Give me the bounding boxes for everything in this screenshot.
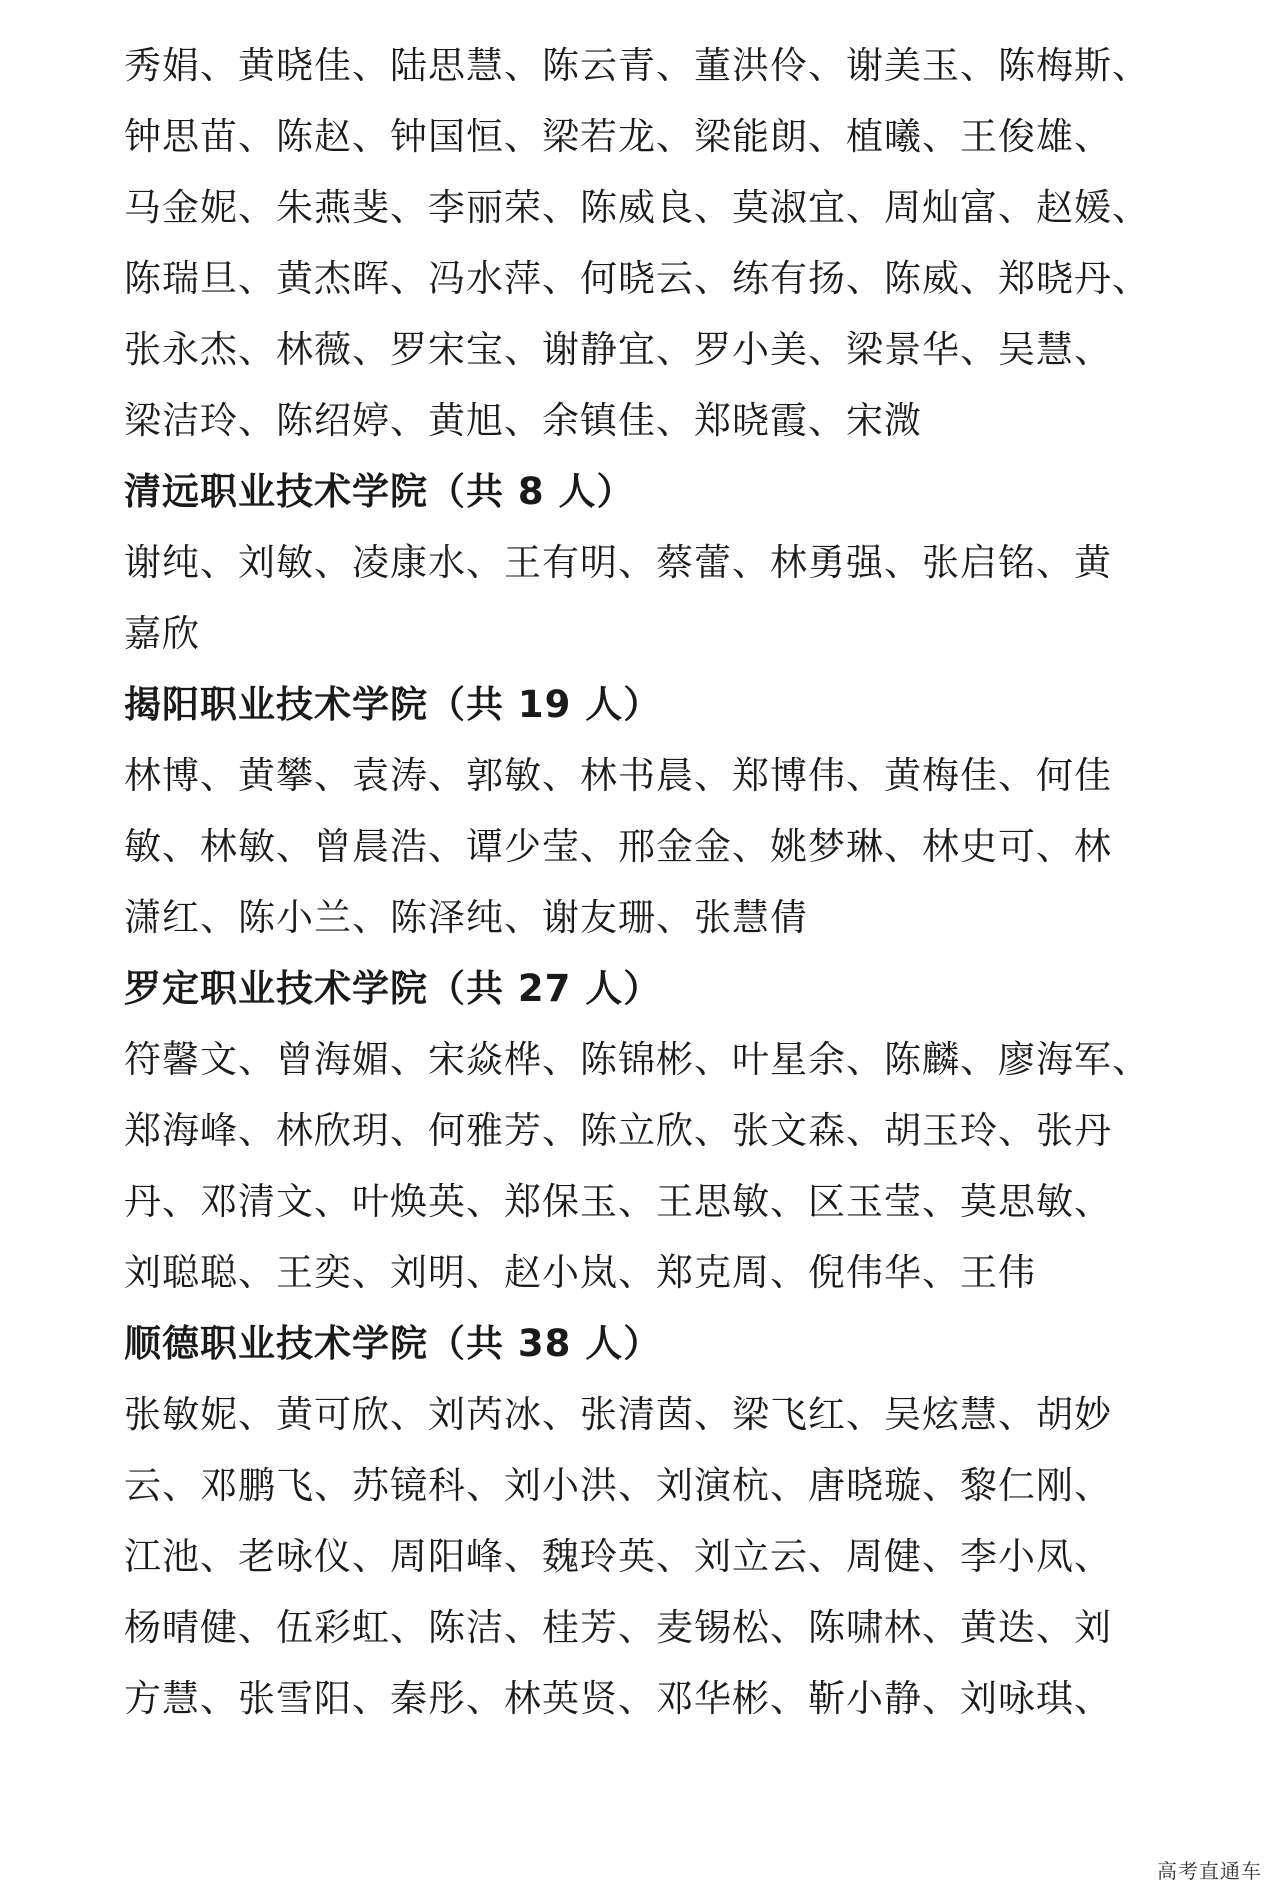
watermark-text: 高考直通车 — [1157, 1859, 1262, 1883]
name-list-line: 秀娟、黄晓佳、陆思慧、陈云青、董洪伶、谢美玉、陈梅斯、 — [124, 44, 1150, 87]
section-heading: 罗定职业技术学院（共 27 人） — [124, 967, 662, 1010]
name-list-line: 刘聪聪、王奕、刘明、赵小岚、郑克周、倪伟华、王伟 — [124, 1251, 1036, 1294]
name-list-line: 江池、老咏仪、周阳峰、魏玲英、刘立云、周健、李小凤、 — [124, 1535, 1112, 1578]
name-list-line: 方慧、张雪阳、秦彤、林英贤、邓华彬、靳小静、刘咏琪、 — [124, 1677, 1112, 1720]
name-list-line: 敏、林敏、曾晨浩、谭少莹、邢金金、姚梦琳、林史可、林 — [124, 825, 1112, 868]
name-list-line: 钟思苗、陈赵、钟国恒、梁若龙、梁能朗、植曦、王俊雄、 — [124, 115, 1112, 158]
section-heading: 揭阳职业技术学院（共 19 人） — [124, 683, 662, 726]
name-list-line: 丹、邓清文、叶焕英、郑保玉、王思敏、区玉莹、莫思敏、 — [124, 1180, 1112, 1223]
name-list-line: 云、邓鹏飞、苏镜科、刘小洪、刘演杭、唐晓璇、黎仁刚、 — [124, 1464, 1112, 1507]
name-list-line: 嘉欣 — [124, 612, 200, 655]
section-heading: 清远职业技术学院（共 8 人） — [124, 470, 635, 513]
name-list-line: 潇红、陈小兰、陈泽纯、谢友珊、张慧倩 — [124, 896, 808, 939]
document-page — [124, 30, 1184, 1734]
name-list-line: 郑海峰、林欣玥、何雅芳、陈立欣、张文森、胡玉玲、张丹 — [124, 1109, 1112, 1152]
section-heading: 顺德职业技术学院（共 38 人） — [124, 1322, 662, 1365]
name-list-line: 谢纯、刘敏、凌康水、王有明、蔡蕾、林勇强、张启铭、黄 — [124, 541, 1112, 584]
name-list-line: 杨晴健、伍彩虹、陈洁、桂芳、麦锡松、陈啸林、黄迭、刘 — [124, 1606, 1112, 1649]
name-list-line: 梁洁玲、陈绍婷、黄旭、余镇佳、郑晓霞、宋溦 — [124, 399, 922, 442]
name-list-line: 张永杰、林薇、罗宋宝、谢静宜、罗小美、梁景华、吴慧、 — [124, 328, 1112, 371]
name-list-line: 马金妮、朱燕斐、李丽荣、陈威良、莫淑宜、周灿富、赵媛、 — [124, 186, 1150, 229]
name-list-line: 符馨文、曾海媚、宋焱桦、陈锦彬、叶星余、陈麟、廖海军、 — [124, 1038, 1150, 1081]
name-list-line: 张敏妮、黄可欣、刘芮冰、张清茵、梁飞红、吴炫慧、胡妙 — [124, 1393, 1112, 1436]
name-list-line: 陈瑞旦、黄杰晖、冯水萍、何晓云、练有扬、陈威、郑晓丹、 — [124, 257, 1150, 300]
name-list-line: 林博、黄攀、袁涛、郭敏、林书晨、郑博伟、黄梅佳、何佳 — [124, 754, 1112, 797]
